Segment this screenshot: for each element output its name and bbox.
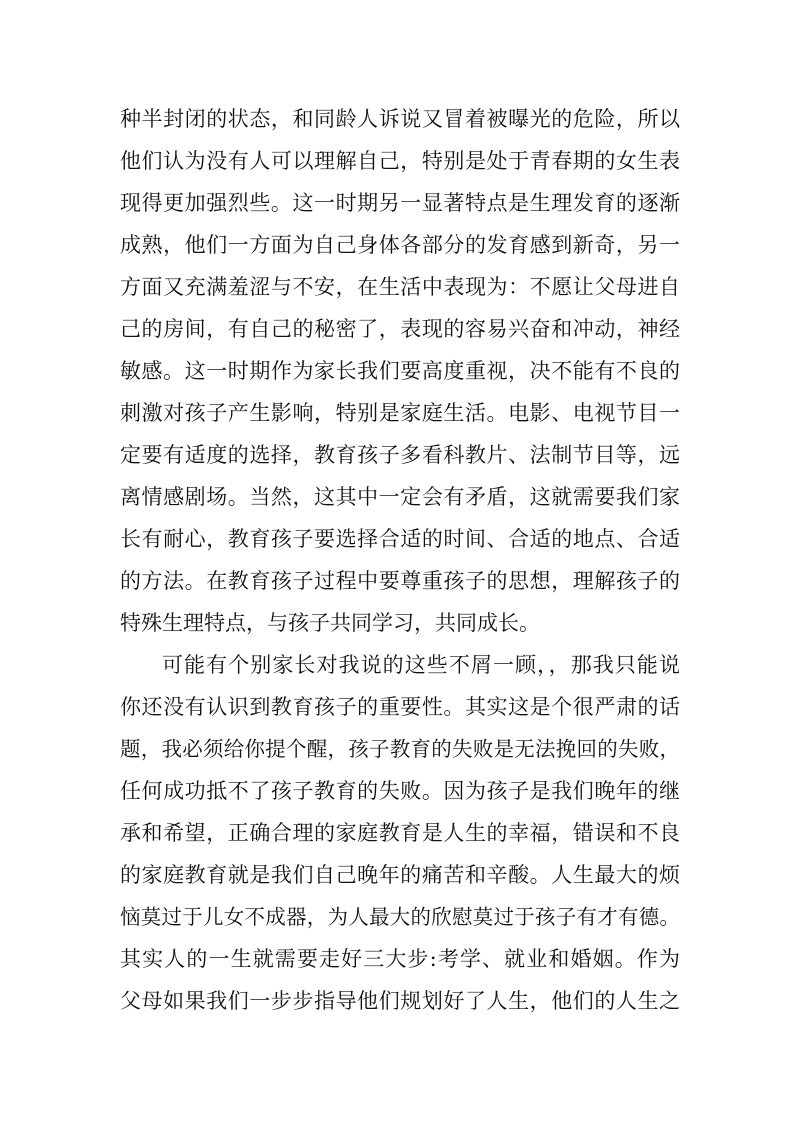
paragraph-end-line: 特殊生理特点，与孩子共同学习，共同成长。 <box>120 611 540 635</box>
text-line: 方面又充满羞涩与不安，在生活中表现为：不愿让父母进自 <box>120 275 680 299</box>
text-line: 己的房间，有自己的秘密了，表现的容易兴奋和冲动，神经 <box>120 317 680 341</box>
text-line: 的家庭教育就是我们自己晚年的痛苦和辛酸。人生最大的烦 <box>120 863 680 887</box>
text-line: 定要有适度的选择，教育孩子多看科教片、法制节目等，远 <box>120 443 680 467</box>
text-line: 离情感剧场。当然，这其中一定会有矛盾，这就需要我们家 <box>120 485 680 509</box>
text-line: 刺激对孩子产生影响，特别是家庭生活。电影、电视节目一 <box>120 401 680 425</box>
text-line: 现得更加强烈些。这一时期另一显著特点是生理发育的逐渐 <box>120 191 680 215</box>
text-line: 恼莫过于儿女不成器，为人最大的欣慰莫过于孩子有才有德。 <box>120 905 680 929</box>
text-line: 成熟，他们一方面为自己身体各部分的发育感到新奇，另一 <box>120 233 680 257</box>
text-line: 的方法。在教育孩子过程中要尊重孩子的思想，理解孩子的 <box>120 569 680 593</box>
text-line: 敏感。这一时期作为家长我们要高度重视，决不能有不良的 <box>120 359 680 383</box>
text-line: 承和希望，正确合理的家庭教育是人生的幸福，错误和不良 <box>120 821 680 845</box>
text-line: 父母如果我们一步步指导他们规划好了人生，他们的人生之 <box>120 989 680 1013</box>
text-line: 题，我必须给你提个醒，孩子教育的失败是无法挽回的失败， <box>120 737 680 761</box>
text-line: 长有耐心，教育孩子要选择合适的时间、合适的地点、合适 <box>120 527 680 551</box>
text-line: 你还没有认识到教育孩子的重要性。其实这是个很严肃的话 <box>120 695 680 719</box>
text-line: 任何成功抵不了孩子教育的失败。因为孩子是我们晚年的继 <box>120 779 680 803</box>
text-line: 种半封闭的状态，和同龄人诉说又冒着被曝光的危险，所以 <box>120 107 680 131</box>
body-text <box>120 98 680 1022</box>
text-line: 他们认为没有人可以理解自己，特别是处于青春期的女生表 <box>120 149 680 173</box>
paragraph-start-line: 可能有个别家长对我说的这些不屑一顾，，那我只能说 <box>162 653 680 677</box>
text-line: 其实人的一生就需要走好三大步:考学、就业和婚姻。作为 <box>120 947 680 971</box>
